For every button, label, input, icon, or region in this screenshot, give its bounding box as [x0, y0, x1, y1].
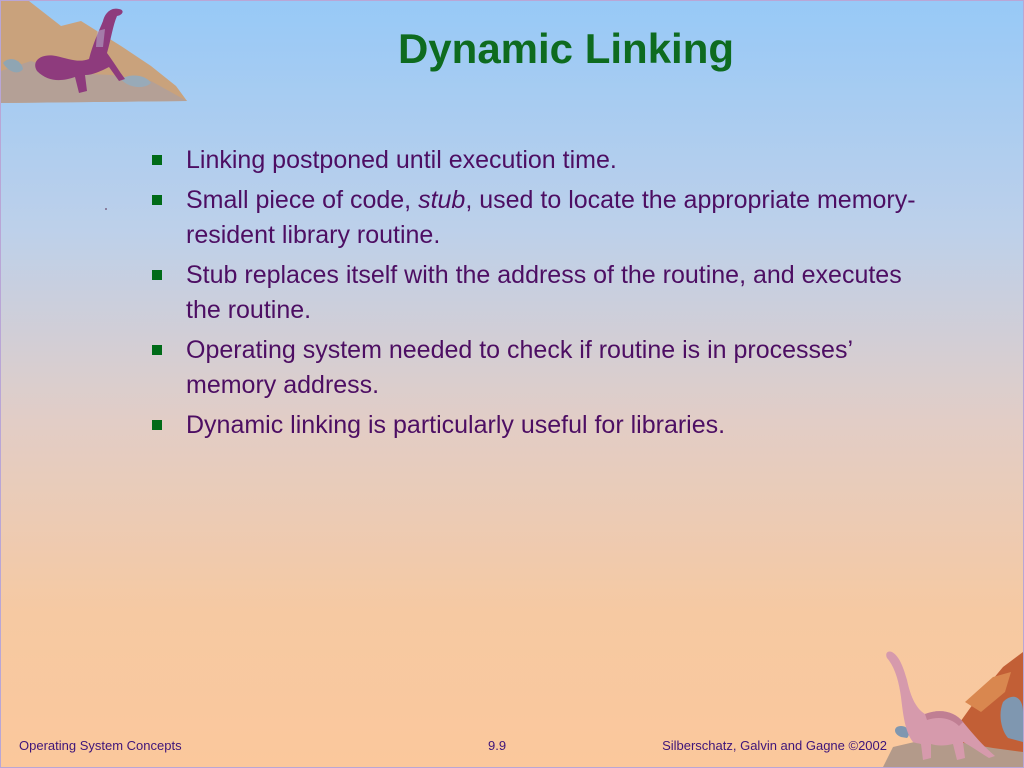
bullet-text: Linking postponed until execution time. — [186, 146, 617, 174]
square-bullet-icon — [152, 195, 162, 205]
bullet-item — [149, 258, 919, 328]
footer-course-title: Operating System Concepts — [19, 738, 182, 753]
dinosaur-on-rocks-icon — [1, 1, 191, 111]
bullet-item — [149, 183, 919, 253]
stray-dot — [105, 208, 107, 210]
bullet-text: Stub replaces itself with the address of the routine, and executes the routine. — [186, 261, 902, 324]
long-neck-dinosaur-icon — [883, 642, 1023, 767]
bullet-item — [149, 333, 919, 403]
bullet-text-italic: stub — [418, 186, 466, 214]
bullet-text-end: , used to locate the appropriate memory-resident library routine. — [186, 186, 916, 249]
square-bullet-icon — [152, 155, 162, 165]
footer-slide-number: 9.9 — [488, 738, 507, 753]
bullet-text: Operating system needed to check if routine is in processes’ memory address. — [186, 336, 853, 399]
square-bullet-icon — [152, 270, 162, 280]
bullet-list — [149, 143, 919, 448]
bullet-item — [149, 143, 919, 178]
square-bullet-icon — [152, 345, 162, 355]
square-bullet-icon — [152, 420, 162, 430]
bullet-text-start: Small piece of code, — [186, 186, 419, 214]
bullet-text: Dynamic linking is particularly useful for libraries. — [186, 411, 726, 439]
slide-title: Dynamic Linking — [397, 25, 735, 72]
bullet-item — [149, 408, 919, 443]
footer-copyright: Silberschatz, Galvin and Gagne ©2002 — [662, 738, 887, 753]
